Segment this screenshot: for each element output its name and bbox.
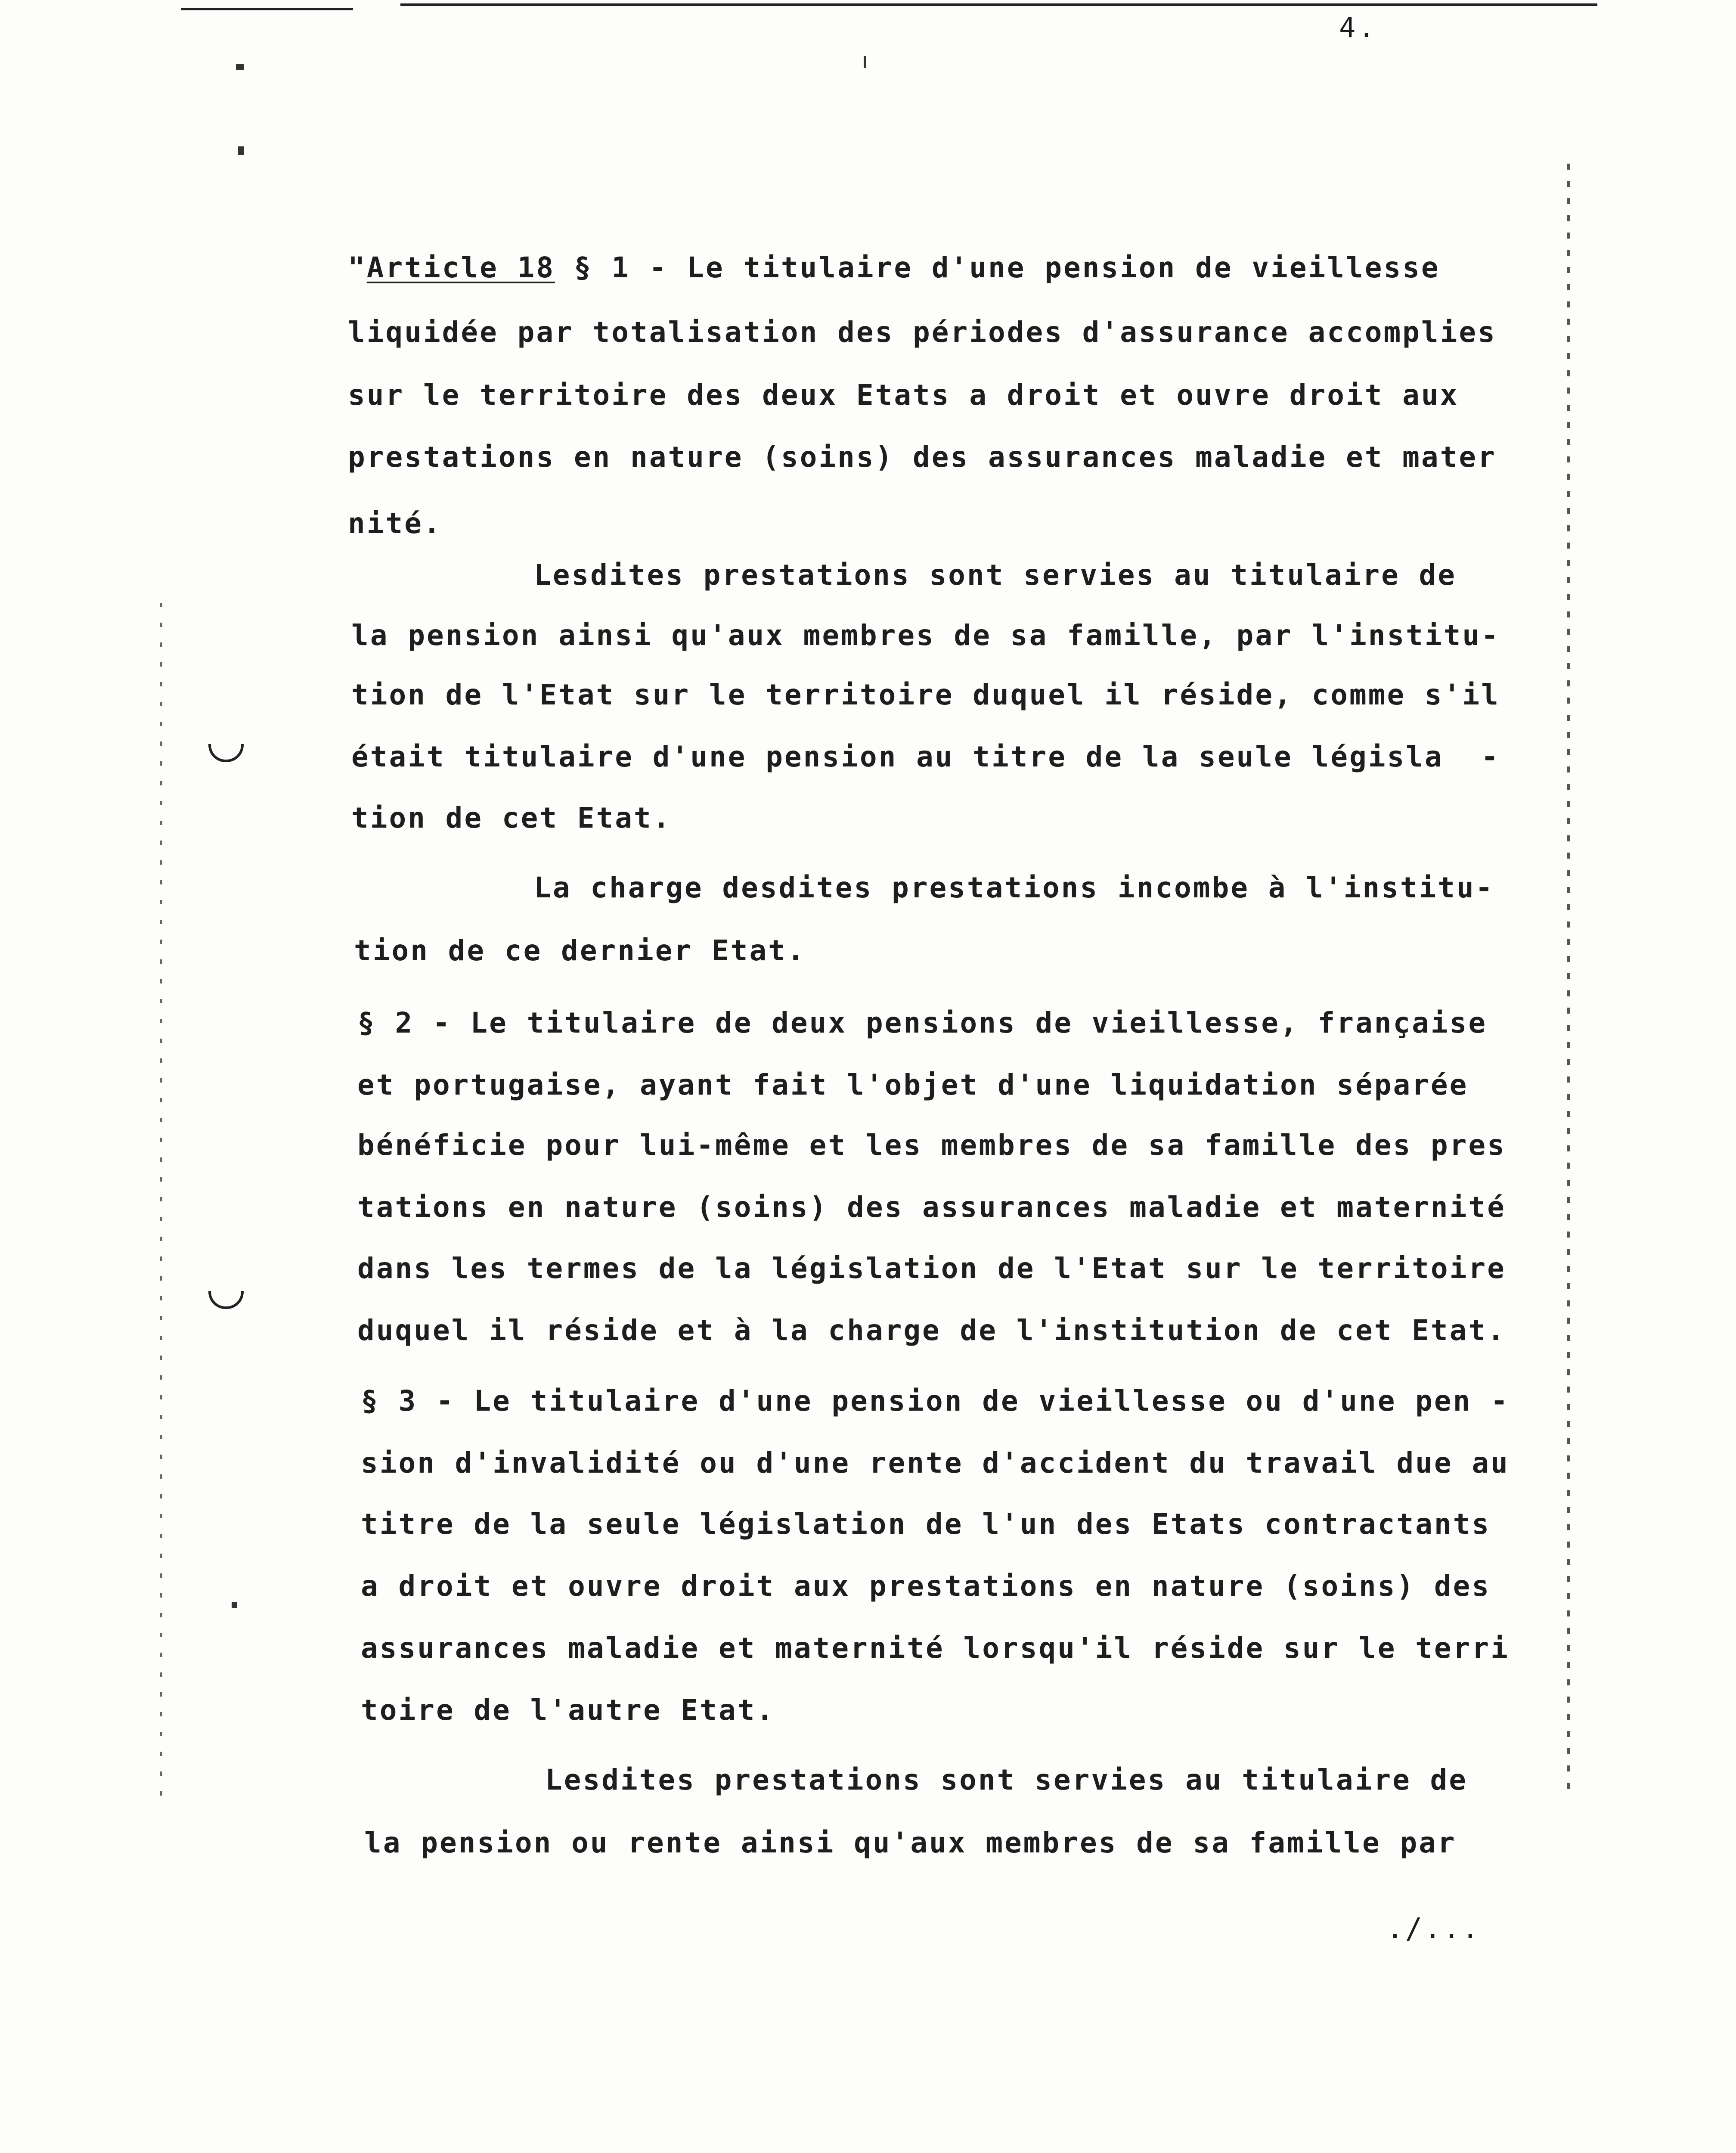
text-line-3: sur le territoire des deux Etats a droit et ouvre droit aux (348, 378, 1459, 412)
text-line-26: la pension ou rente ainsi qu'aux membres de sa famille par (364, 1826, 1457, 1859)
text-line-10: tion de cet Etat. (351, 801, 672, 835)
text-line-19: § 3 - Le titulaire d'une pension de vieillesse ou d'une pen - (361, 1384, 1510, 1418)
text-line-14: et portugaise, ayant fait l'objet d'une liquidation séparée (357, 1068, 1469, 1101)
text-line-8: tion de l'Etat sur le territoire duquel il réside, comme s'il (351, 678, 1500, 711)
text-line-6: Lesdites prestations sont servies au titulaire de (534, 558, 1457, 592)
article-reference: Article 18 (366, 251, 555, 284)
text-line-17: dans les termes de la législation de l'Etat sur le territoire (357, 1252, 1506, 1285)
text-line-12: tion de ce dernier Etat. (354, 934, 806, 967)
text-line-13: § 2 - Le titulaire de deux pensions de vieillesse, française (357, 1006, 1488, 1039)
text-line-15: bénéficie pour lui-même et les membres de sa famille des pres (357, 1129, 1506, 1162)
text-line-2: liquidée par totalisation des périodes d'assurance accomplies (348, 316, 1497, 349)
text-line-5: nité. (348, 507, 442, 540)
text-line-24: toire de l'autre Etat. (361, 1694, 775, 1727)
text-line-20: sion d'invalidité ou d'une rente d'accident du travail due au (361, 1446, 1510, 1480)
text-line-16: tations en nature (soins) des assurances maladie et maternité (357, 1191, 1506, 1224)
article-line-1: "Article 18 § 1 - Le titulaire d'une pension de vieillesse (348, 251, 1440, 284)
text-line-21: titre de la seule législation de l'un des Etats contractants (361, 1508, 1491, 1541)
page-number: 4. (1339, 12, 1378, 44)
continuation-mark: ./... (1386, 1912, 1481, 1945)
text-line-25: Lesdites prestations sont servies au titulaire de (545, 1763, 1468, 1796)
text-line-11: La charge desdites prestations incombe à l'institu- (534, 871, 1494, 904)
text-line-1 (348, 251, 1440, 285)
text-line-9: était titulaire d'une pension au titre de la seule législa - (351, 740, 1500, 773)
text-line-4: prestations en nature (soins) des assurances maladie et mater (348, 441, 1497, 474)
text-line-18: duquel il réside et à la charge de l'institution de cet Etat. (357, 1314, 1506, 1347)
text-line-22: a droit et ouvre droit aux prestations en nature (soins) des (361, 1570, 1491, 1603)
text-line-7: la pension ainsi qu'aux membres de sa famille, par l'institu- (351, 619, 1500, 652)
text-line-23: assurances maladie et maternité lorsqu'il réside sur le terri (361, 1632, 1510, 1665)
